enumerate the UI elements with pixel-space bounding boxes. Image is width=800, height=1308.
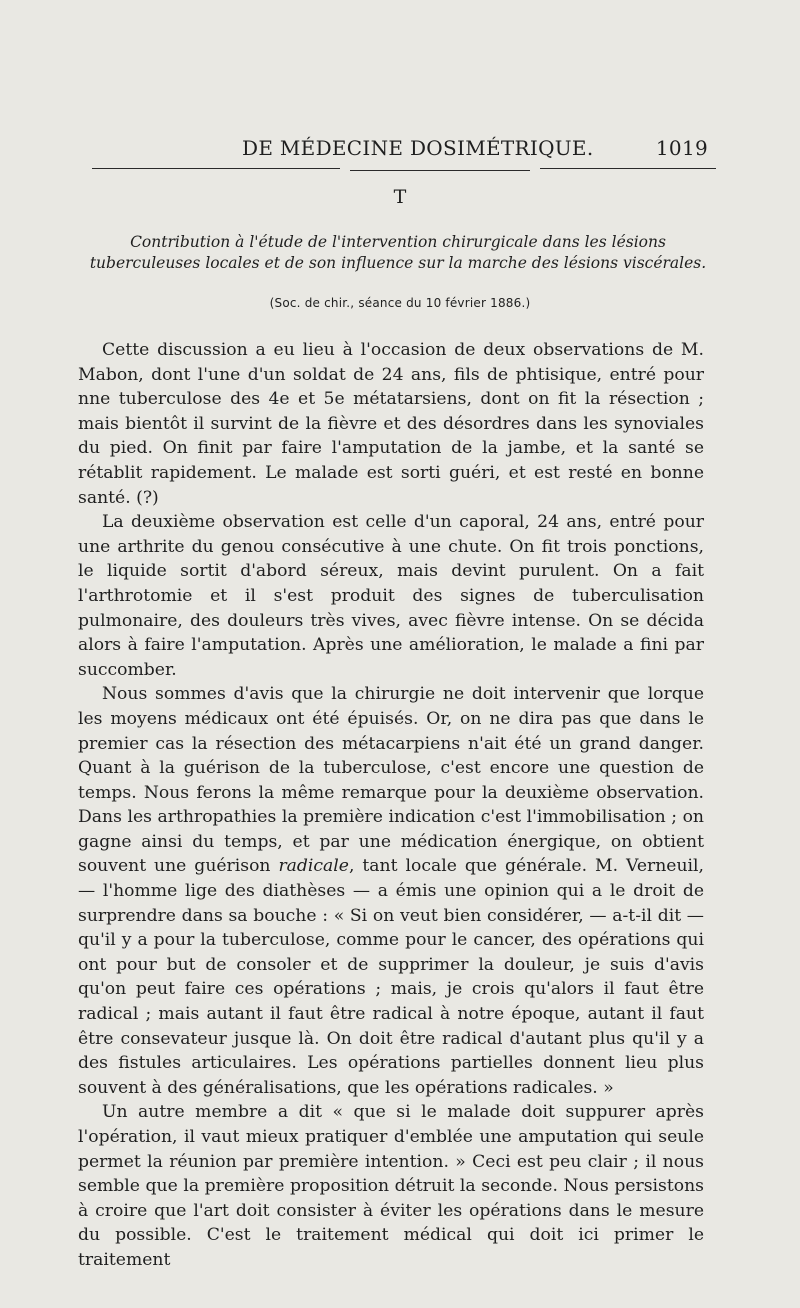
page-number: 1019: [655, 136, 708, 160]
section-letter: T: [393, 186, 407, 208]
paragraph: La deuxième observation est celle d'un caporal, 24 ans, entré pour une arthrite du genou consécutive à une chute. On fit trois ponctions, le liquide sortit d'abord séreux, mais devint purulent. On a fait l'arthrotomie et il s'est produit des signes de tuberculisation pulmonaire, des douleurs très vives, avec fièvre intense. On se décida alors à faire l'amputation. Après une amélioration, le malade a fini par succomber.: [78, 512, 704, 680]
paragraph: [78, 682, 704, 1100]
emphasized-word: radicale: [278, 856, 349, 877]
paragraph-text: , tant locale que générale. M. Verneuil, — l'homme lige des diathèses — a émis une opinion qui a le droit de surprendre dans sa bouche : « Si on veut bien considérer, — a-t-il dit — qu'il y a pour la tuberculose, comme pour le cancer, des opérations qui ont pour but de consoler et de supprimer la douleur, je suis d'avis qu'on peut faire ces opérations ; mais, je crois qu'alors il faut être radical ; mais autant il faut être radical à notre époque, autant il faut être consevateur jusque là. On doit être radical d'autant plus qu'il y a des fistules articulaires. Les opérations partielles donnent lieu plus souvent à des généralisations, que les opérations radicales. »: [78, 856, 704, 1098]
body-text: [78, 338, 704, 1273]
header-rule-middle: [350, 170, 530, 171]
source-citation: (Soc. de chir., séance du 10 février 1886.): [269, 296, 531, 310]
article-subtitle: Contribution à l'étude de l'intervention chirurgicale dans les lésions tuberculeuses locales et de son influence sur la marche des lésions viscérales.: [89, 233, 707, 272]
header-rule-right: [540, 168, 716, 169]
running-title: DE MÉDECINE DOSIMÉTRIQUE.: [242, 136, 594, 160]
paragraph: Un autre membre a dit « que si le malade doit suppurer après l'opération, il vaut mieux pratiquer d'emblée une amputation qui seule permet la réunion par première intention. » Ceci est peu clair ; il nous semble que la première proposition détruit la seconde. Nous persistons à croire que l'art doit consister à éviter les opérations dans le mesure du possible. C'est le traitement médical qui doit ici primer le traitement: [78, 1102, 704, 1270]
paragraph-text: Nous sommes d'avis que la chirurgie ne doit intervenir que lorque les moyens médicaux ont été épuisés. Or, on ne dira pas que dans le premier cas la résection des métacarpiens n'ait été un grand danger. Quant à la guérison de la tuberculose, c'est encore une question de temps. Nous ferons la même remarque pour la deuxième observation. Dans les arthropathies la première indication c'est l'immobilisation ; on gagne ainsi du temps, et par une médication énergique, on obtient souvent une guérison: [78, 684, 704, 877]
header-rule-left: [92, 168, 340, 169]
paragraph: Cette discussion a eu lieu à l'occasion de deux observations de M. Mabon, dont l'une d'un soldat de 24 ans, fils de phtisique, entré pour nne tuberculose des 4e et 5e métatarsiens, dont on fit la résection ; mais bientôt il survint de la fièvre et des désordres dans les synoviales du pied. On finit par faire l'amputation de la jambe, et la santé se rétablit rapidement. Le malade est sorti guéri, et est resté en bonne santé. (?): [78, 340, 704, 508]
